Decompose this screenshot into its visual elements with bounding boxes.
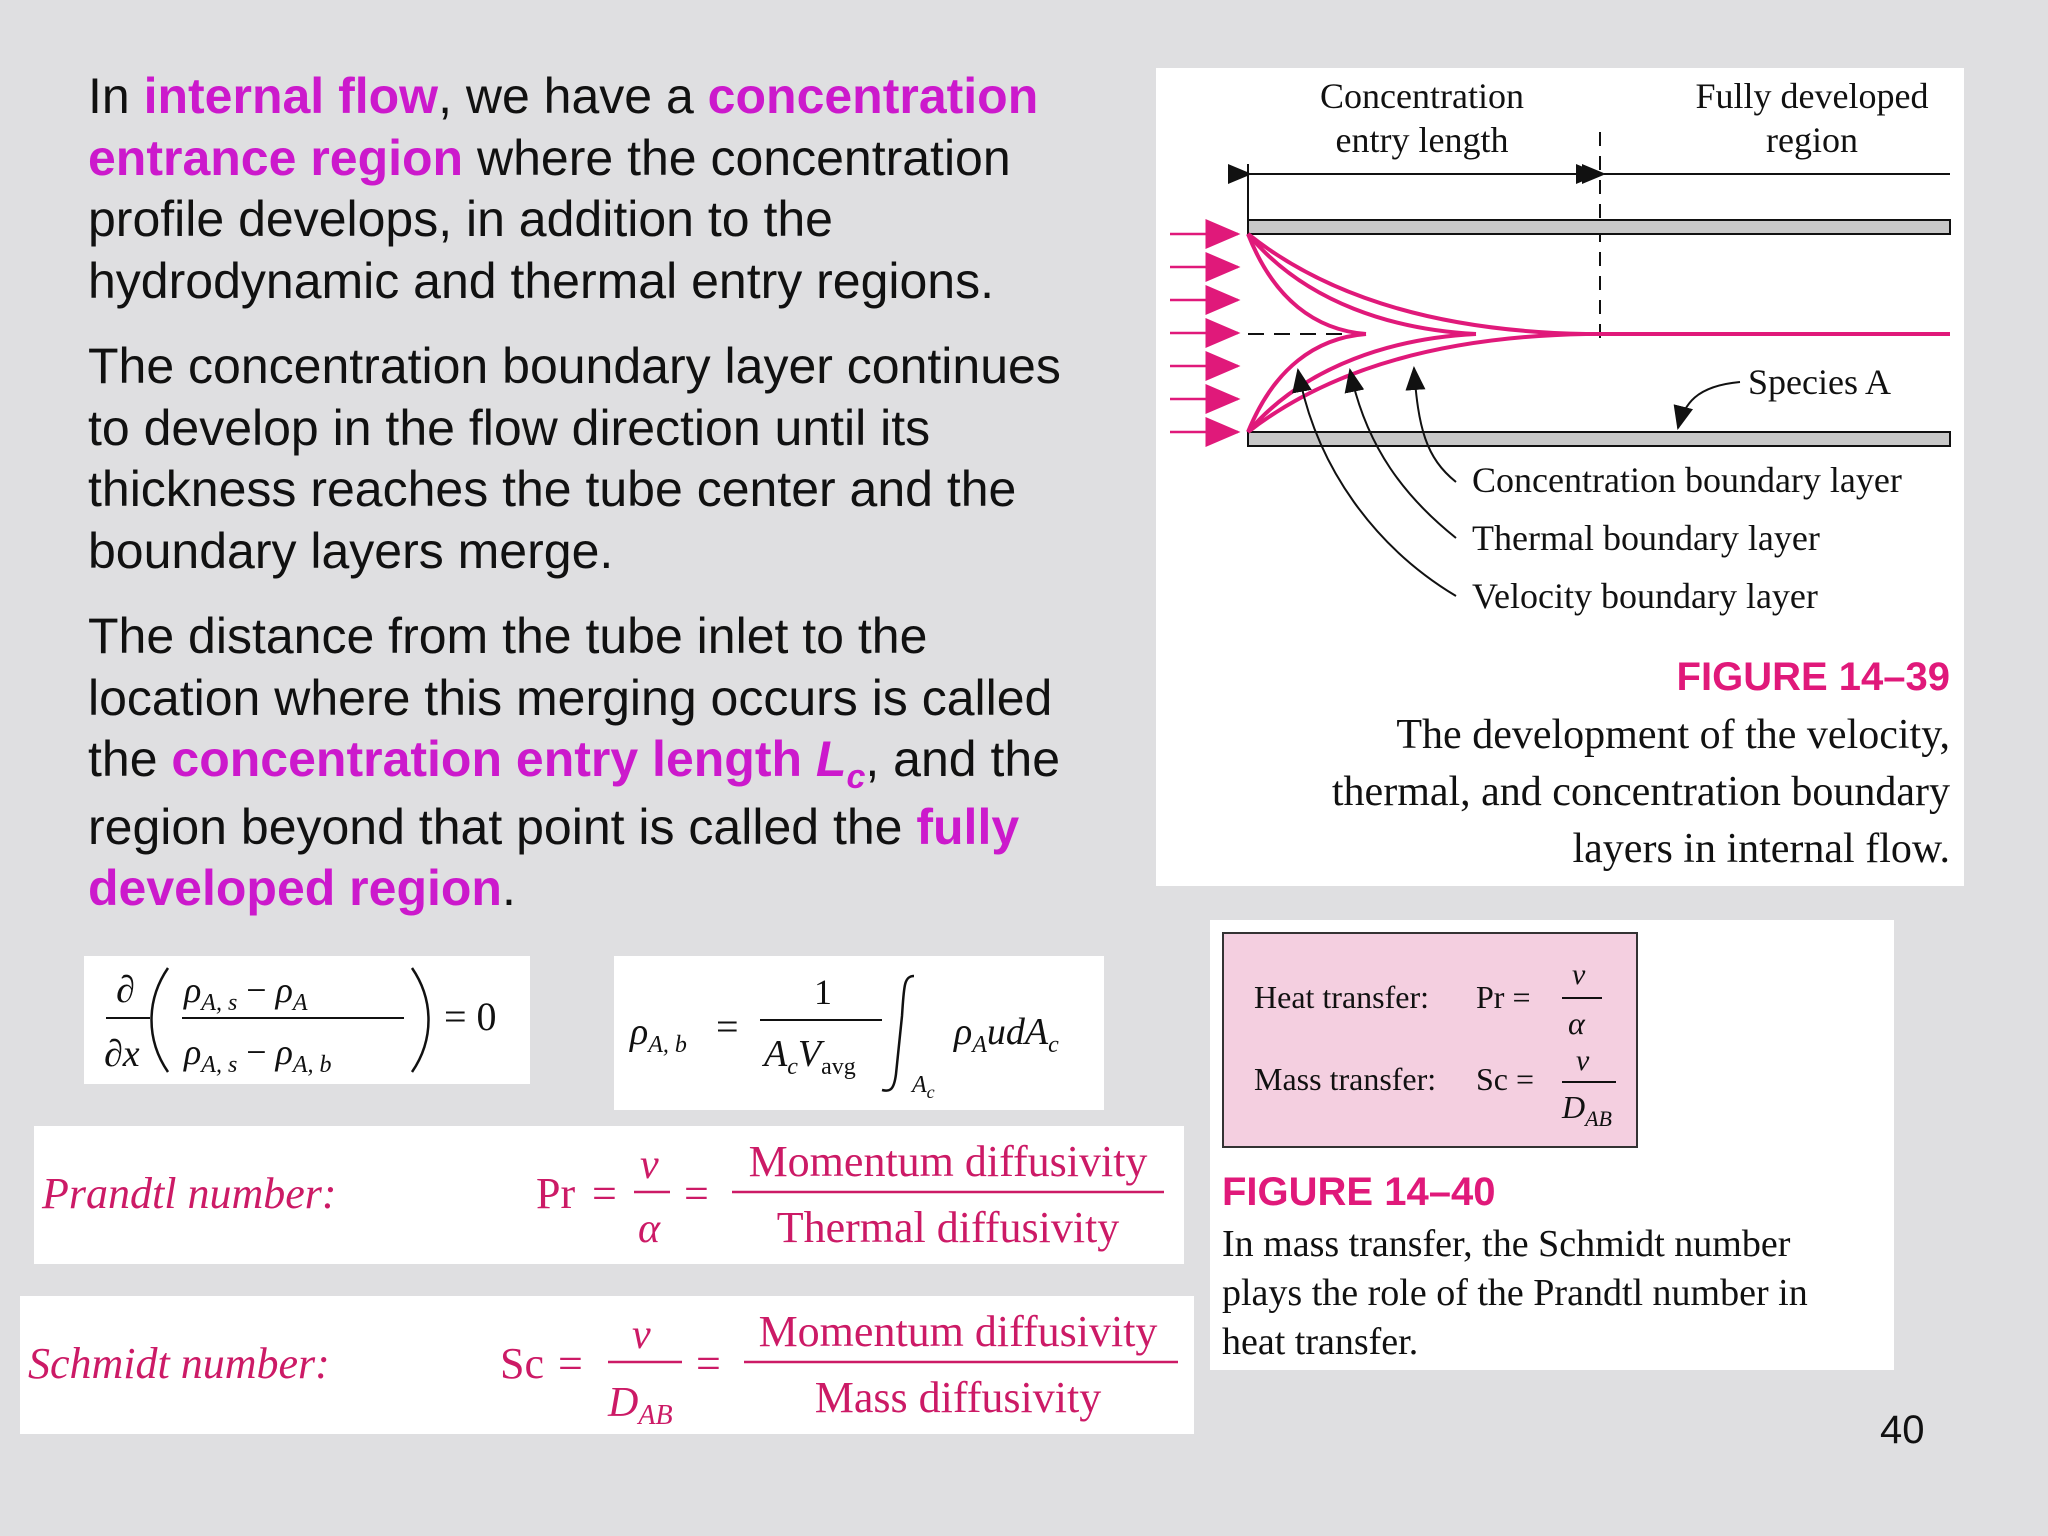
highlight-concentration-entrance-region: concentration entrance region — [88, 68, 1039, 186]
slide-body-text — [88, 66, 1088, 944]
prandtl-lhs: Pr — [536, 1169, 576, 1218]
figure-14-40-caption-line1: In mass transfer, the Schmidt number — [1222, 1223, 1791, 1265]
schmidt-equation-graphic — [20, 1296, 1194, 1434]
schmidt-denominator: Mass diffusivity — [814, 1373, 1102, 1422]
thermal-callout-line — [1350, 370, 1456, 538]
callout-thermal-boundary-layer: Thermal boundary layer — [1472, 518, 1820, 558]
svg-text:=: = — [558, 1339, 583, 1388]
equation-bulk-density — [614, 956, 1104, 1110]
figure-14-39-caption-line3: layers in internal flow. — [1572, 826, 1950, 872]
text-span: where the concentration profile develops, in addition to the hydrodynamic and thermal entry regions. — [88, 129, 1011, 309]
text-span: , and the region beyond that point is called the — [88, 731, 1060, 855]
species-a-label: Species A — [1748, 362, 1891, 402]
heat-transfer-label: Heat transfer: — [1254, 979, 1430, 1015]
svg-text:DAB: $D_{AB}$ — [1562, 1089, 1612, 1131]
figure-14-40-formulas — [1224, 934, 1640, 1150]
schmidt-numerator: Momentum diffusivity — [758, 1307, 1158, 1356]
svg-text:∂x: ∂x — [104, 1033, 140, 1075]
svg-text:=: = — [696, 1339, 721, 1388]
schmidt-number-equation — [20, 1296, 1194, 1434]
highlight-fully-developed-region: fully developed region — [88, 798, 1020, 916]
svg-text:=: = — [684, 1169, 709, 1218]
svg-text:α: α — [638, 1206, 661, 1252]
tube-bottom-wall — [1248, 432, 1950, 446]
paragraph-1 — [88, 66, 1088, 312]
tube-top-wall — [1248, 220, 1950, 234]
prandtl-number-equation — [34, 1126, 1184, 1264]
svg-text:ρAudAc: $\rho_AudA_c$ — [954, 1011, 1059, 1058]
page-number: 40 — [1880, 1408, 1925, 1452]
highlight-internal-flow: internal flow — [143, 68, 439, 124]
entry-length-label-line1: Concentration — [1320, 76, 1524, 116]
entry-length-symbol: L — [815, 731, 847, 787]
heat-transfer-eq: Pr = — [1476, 979, 1531, 1015]
equation-2-one: 1 — [814, 972, 832, 1012]
prandtl-label: Prandtl number: — [42, 1169, 337, 1218]
prandtl-numerator: Momentum diffusivity — [748, 1137, 1148, 1186]
svg-text:α: α — [1568, 1005, 1585, 1041]
schmidt-lhs: Sc — [500, 1339, 544, 1388]
svg-text:ν: ν — [1576, 1044, 1590, 1077]
mass-transfer-label: Mass transfer: — [1254, 1061, 1437, 1097]
equation-fully-developed-condition — [84, 956, 530, 1084]
mass-transfer-eq: Sc = — [1476, 1061, 1535, 1097]
equation-2-graphic — [614, 956, 1104, 1110]
entry-length-label-line2: entry length — [1335, 120, 1509, 160]
svg-text:Ac: $A_c$ — [912, 1072, 935, 1102]
species-a-pointer — [1678, 382, 1740, 428]
velocity-callout-line — [1298, 370, 1456, 596]
figure-14-39-label: FIGURE 14–39 — [1676, 655, 1950, 699]
text-span: The distance from the tube inlet to the location where this merging occurs is called the — [88, 608, 1053, 787]
svg-text:ν: ν — [640, 1142, 659, 1188]
svg-text:ρA, b: $\rho_{A, b}$ — [630, 1011, 687, 1058]
developed-region-label-line2: region — [1766, 120, 1858, 160]
figure-14-40-caption-line2: plays the role of the Prandtl number in — [1222, 1272, 1808, 1314]
schmidt-label: Schmidt number: — [28, 1339, 330, 1388]
entry-length-subscript: c — [846, 758, 866, 796]
schmidt-prandtl-box — [1222, 932, 1638, 1148]
prandtl-equation-graphic — [34, 1126, 1184, 1264]
equation-1-rhs: = 0 — [444, 994, 497, 1039]
inlet-flow-arrows — [1170, 234, 1238, 432]
svg-text:ν: ν — [632, 1312, 651, 1358]
concentration-callout-line — [1414, 368, 1456, 482]
figure-14-39 — [1156, 68, 1964, 886]
figure-14-39-caption-line1: The development of the velocity, — [1396, 712, 1950, 758]
boundary-layer-diagram — [1156, 68, 1964, 886]
text-span: In — [88, 68, 144, 124]
callout-velocity-boundary-layer: Velocity boundary layer — [1472, 576, 1818, 616]
callout-concentration-boundary-layer: Concentration boundary layer — [1472, 460, 1902, 500]
equation-2-equals: = — [716, 1004, 739, 1049]
svg-text:∂: ∂ — [116, 969, 135, 1011]
figure-14-39-caption-line2: thermal, and concentration boundary — [1331, 769, 1950, 815]
figure-14-40 — [1210, 920, 1894, 1370]
text-span: . — [501, 860, 516, 916]
svg-text:ν: ν — [1572, 958, 1586, 991]
svg-text:AcVavg: $A_cV_{avg}$ — [764, 1033, 856, 1080]
svg-text:DAB: DAB — [608, 1380, 673, 1431]
paragraph-3 — [88, 606, 1088, 920]
figure-14-40-label: FIGURE 14–40 — [1222, 1170, 1496, 1214]
developed-region-label-line1: Fully developed — [1695, 76, 1929, 116]
highlight-concentration-entry-length: concentration entry length — [171, 731, 816, 787]
prandtl-denominator: Thermal diffusivity — [776, 1203, 1120, 1252]
figure-14-40-caption-line3: heat transfer. — [1222, 1321, 1419, 1363]
svg-text:ρA, s − ρA: $\rho_{A, s} - \rho_A$ — [184, 970, 308, 1016]
figure-14-40-caption — [1222, 1220, 1892, 1367]
text-span: , we have a — [438, 68, 708, 124]
svg-text:ρA, s − ρA, b: $\rho_{A, s} - \rho_{A, b}$ — [184, 1032, 332, 1078]
equation-1-graphic — [84, 956, 530, 1084]
paragraph-2: The concentration boundary layer continues to develop in the flow direction until its thickness reaches the tube center and the boundary layers merge. — [88, 338, 1061, 579]
svg-text:=: = — [592, 1169, 617, 1218]
